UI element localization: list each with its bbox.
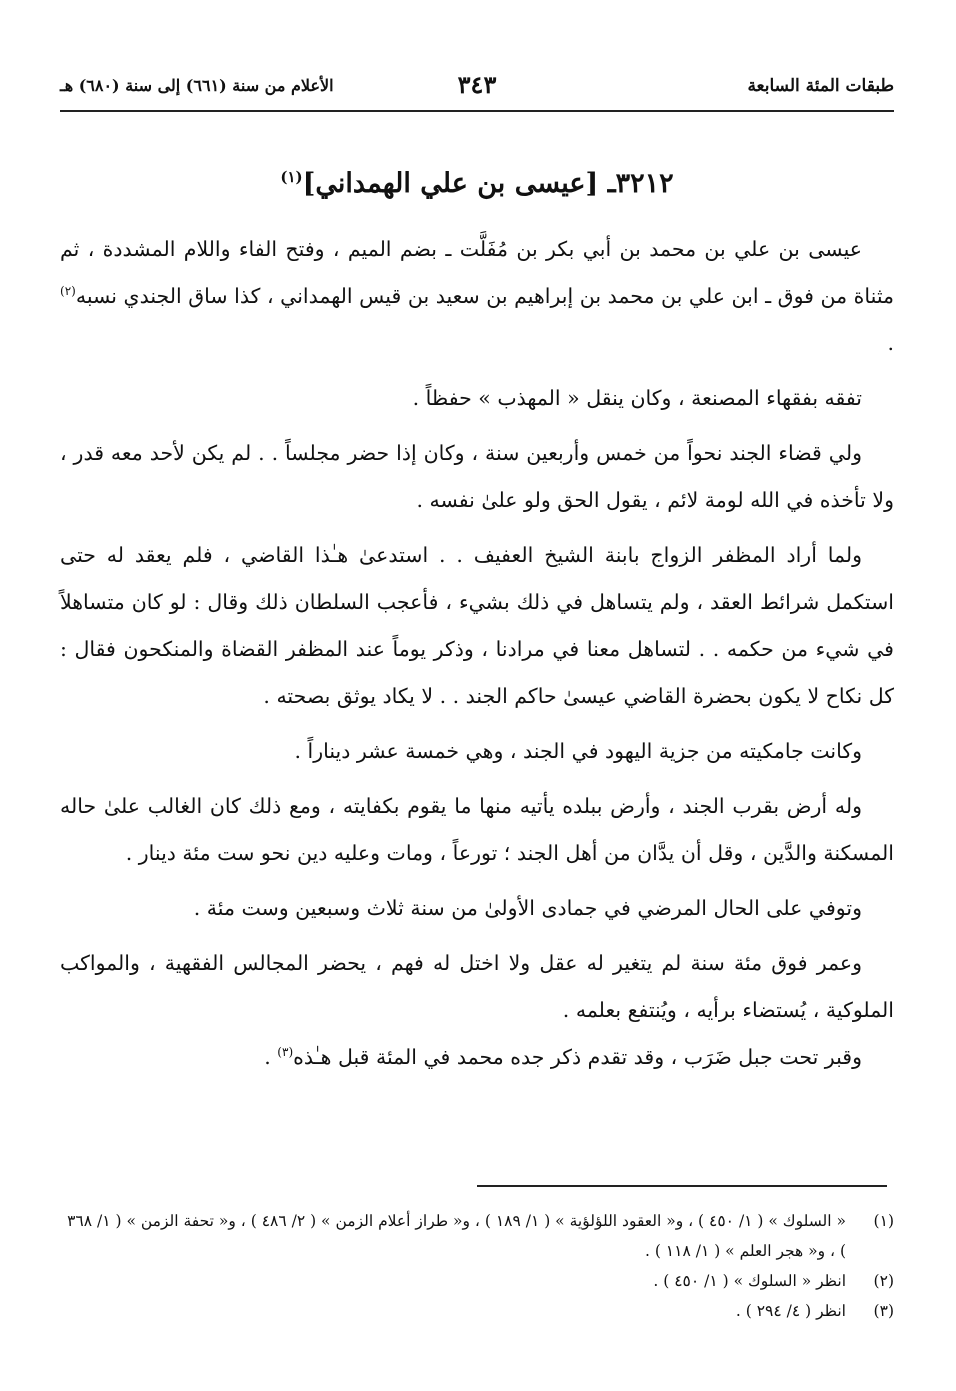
- footnote: [60, 1296, 894, 1326]
- paragraph-text: وقبر تحت جبل ضَرَب ، وقد تقدم ذكر جده محمد في المئة قبل هـٰذه: [293, 1045, 862, 1069]
- running-header: [60, 70, 894, 104]
- paragraph-text: وله أرض بقرب الجند ، وأرض ببلده يأتيه منها ما يقوم بكفايته ، ومع ذلك كان الغالب علىٰ حاله المسكنة والدَّين ، وقل أن يدَّان من أهل الجند ؛ تورعاً ، ومات وعليه دين نحو ست مئة دينار .: [60, 794, 894, 865]
- footnote-number: (٢): [873, 1272, 894, 1290]
- paragraph: [60, 532, 894, 720]
- header-section-title: طبقات المئة السابعة: [747, 76, 894, 96]
- page-number: ٣٤٣: [457, 70, 497, 99]
- paragraph-text: وتوفي على الحال المرضي في جمادى الأولىٰ من سنة ثلاث وسبعين وست مئة .: [193, 896, 862, 920]
- footnote-number: (١): [873, 1212, 894, 1230]
- footnote: [60, 1206, 894, 1266]
- header-divider: [60, 110, 894, 112]
- entry-title-note-ref: (١): [280, 168, 303, 186]
- paragraph-tail: .: [887, 331, 894, 355]
- paragraph: [60, 940, 894, 1034]
- paragraph-text: ولما أراد المظفر الزواج بابنة الشيخ العفيف . . استدعىٰ هـٰذا القاضي ، فلم يعقد له حتى استكمل شرائط العقد ، ولم يتساهل في ذلك بشيء ، فأعجب السلطان ذلك وقال : لو كان متساهلاً في شيء من حكمه . . لتساهل معنا في مرادنا ، وذكر يوماً عند المظفر القضاة والمنكحون فقال : كل نكاح لا يكون بحضرة القاضي عيسىٰ حاكم الجند . . لا يكاد يوثق بصحته .: [60, 543, 894, 708]
- footnote-ref: (٢): [60, 284, 76, 299]
- footnotes: [60, 1206, 894, 1326]
- footnote: [60, 1266, 894, 1296]
- entry-title: [60, 168, 894, 199]
- paragraph: [60, 430, 894, 524]
- paragraph-tail: .: [264, 1045, 278, 1069]
- footnote-ref: (٣): [277, 1045, 294, 1060]
- paragraph: [60, 885, 894, 932]
- footnote-divider: [477, 1185, 887, 1187]
- footnote-text: انظر ( ٤/ ٢٩٤ ) .: [735, 1302, 846, 1320]
- paragraph-text: وكانت جامكيته من جزية اليهود في الجند ، وهي خمسة عشر ديناراً .: [294, 739, 862, 763]
- entry-body: [60, 226, 894, 1081]
- paragraph: [60, 728, 894, 775]
- entry-title-text: ٣٢١٢ـ [عيسى بن علي الهمداني]: [302, 168, 674, 199]
- paragraph: [60, 375, 894, 422]
- paragraph-text: وعمر فوق مئة سنة لم يتغير له عقل ولا اختل له فهم ، يحضر المجالس الفقهية ، والمواكب الملوكية ، يُستضاء برأيه ، ويُنتفع بعلمه .: [60, 951, 894, 1022]
- paragraph: [60, 226, 894, 367]
- paragraph: [60, 1034, 894, 1081]
- paragraph-text: عيسى بن علي بن محمد بن أبي بكر بن مُفَلَّت ـ بضم الميم ، وفتح الفاء واللام المشددة ، ثم مثناة من فوق ـ ابن علي بن محمد بن إبراهيم بن سعيد بن قيس الهمداني ، كذا ساق الجندي نسبه: [60, 237, 894, 308]
- footnote-number: (٣): [873, 1302, 894, 1320]
- paragraph-text: تفقه بفقهاء المصنعة ، وكان ينقل « المهذب » حفظاً .: [412, 386, 862, 410]
- paragraph-text: ولي قضاء الجند نحواً من خمس وأربعين سنة ، وكان إذا حضر مجلساً . . لم يكن لأحد معه قدر ، ولا تأخذه في الله لومة لائم ، يقول الحق ولو علىٰ نفسه .: [60, 441, 894, 512]
- footnote-text: « السلوك » ( ١/ ٤٥٠ ) ، و« العقود اللؤلؤية » ( ١/ ١٨٩ ) ، و« طراز أعلام الزمن » ( ٢/ ٤٨٦ ) ، و« تحفة الزمن » ( ١/ ٣٦٨ ) ، و« هجر العلم » ( ١/ ١١٨ ) .: [67, 1212, 846, 1260]
- paragraph: [60, 783, 894, 877]
- footnote-text: انظر « السلوك » ( ١/ ٤٥٠ ) .: [653, 1272, 846, 1290]
- header-period-title: الأعلام من سنة (٦٦١) إلى سنة (٦٨٠) هـ: [60, 76, 334, 95]
